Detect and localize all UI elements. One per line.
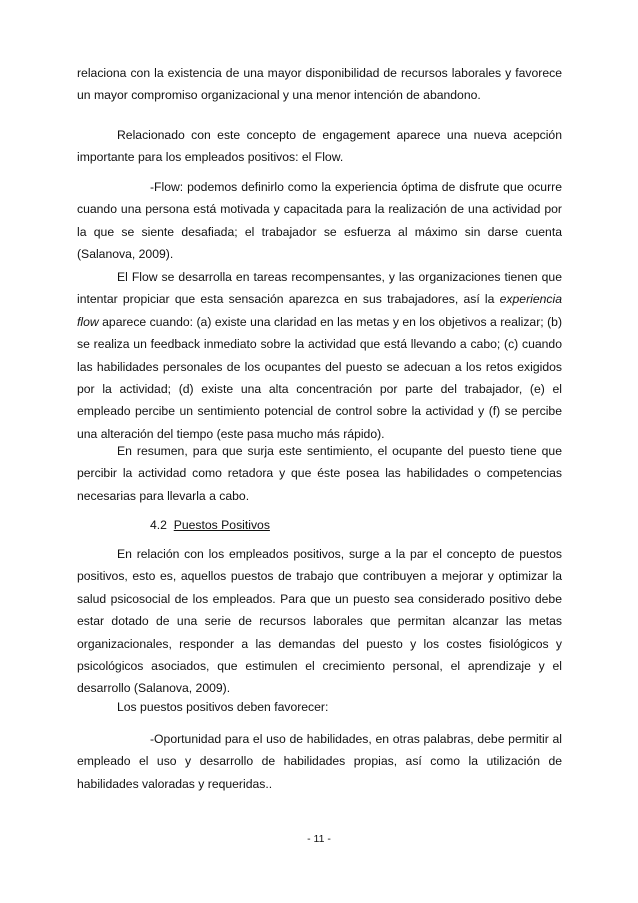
section-heading	[150, 514, 270, 536]
paragraph-4-emphasis: experiencia flow	[77, 292, 562, 329]
paragraph-flow-conditions	[77, 266, 562, 445]
section-title: Puestos Positivos	[173, 518, 270, 532]
paragraph-flow-definition: -Flow: podemos definirlo como la experiencia óptima de disfrute que ocurre cuando una persona está motivada y capacitada para la realización de una actividad por la que se siente desafiada; el trabajador se esfuerza al máximo sin darse cuenta (Salanova, 2009).	[77, 180, 562, 262]
paragraph-summary: En resumen, para que surja este sentimiento, el ocupante del puesto tiene que percibir la actividad como retadora y que éste posea las habilidades o competencias necesarias para llevarla a cabo.	[77, 444, 562, 503]
page-number: - 11 -	[307, 833, 331, 845]
paragraph-1: relaciona con la existencia de una mayor disponibilidad de recursos laborales y favorece un mayor compromiso organizacional y una menor intención de abandono.	[77, 66, 562, 103]
paragraph-4-part-b: aparece cuando: (a) existe una claridad en las metas y en los objetivos a realizar; (b) se realiza un feedback inmediato sobre la actividad que está llevando a cabo; (c) cuando las habilidades personales de los ocupantes del puesto se adecuan a los retos exigidos por la actividad; (d) existe una alta concentración por parte del trabajador, (e) el empleado percibe un sentimiento potencial de control sobre la actividad y (f) se percibe una alteración del tiempo (este pasa mucho más rápido).	[77, 314, 562, 441]
paragraph-skills-opportunity: -Oportunidad para el uso de habilidades, en otras palabras, debe permitir al empleado el uso y desarrollo de habilidades propias, así como la utilización de habilidades valoradas y requeridas..	[77, 732, 562, 791]
paragraph-list-intro: Los puestos positivos deben favorecer:	[117, 700, 329, 714]
paragraph-4-part-a: El Flow se desarrolla en tareas recompensantes, y las organizaciones tienen que intentar propiciar que esta sensación aparezca en sus trabajadores, así la	[77, 270, 562, 307]
paragraph-2: Relacionado con este concepto de engagement aparece una nueva acepción importante para los empleados positivos: el Flow.	[77, 128, 562, 165]
section-number: 4.2	[150, 518, 167, 532]
paragraph-positive-jobs: En relación con los empleados positivos, surge a la par el concepto de puestos positivos, esto es, aquellos puestos de trabajo que contribuyen a mejorar y optimizar la salud psicosocial de los empleados. Para que un puesto sea considerado positivo debe estar dotado de una serie de recursos laborales que permitan alcanzar las metas organizacionales, responder a las demandas del puesto y los costes fisiológicos y psicológicos asociados, que estimulen el crecimiento personal, el aprendizaje y el desarrollo (Salanova, 2009).	[77, 547, 562, 696]
